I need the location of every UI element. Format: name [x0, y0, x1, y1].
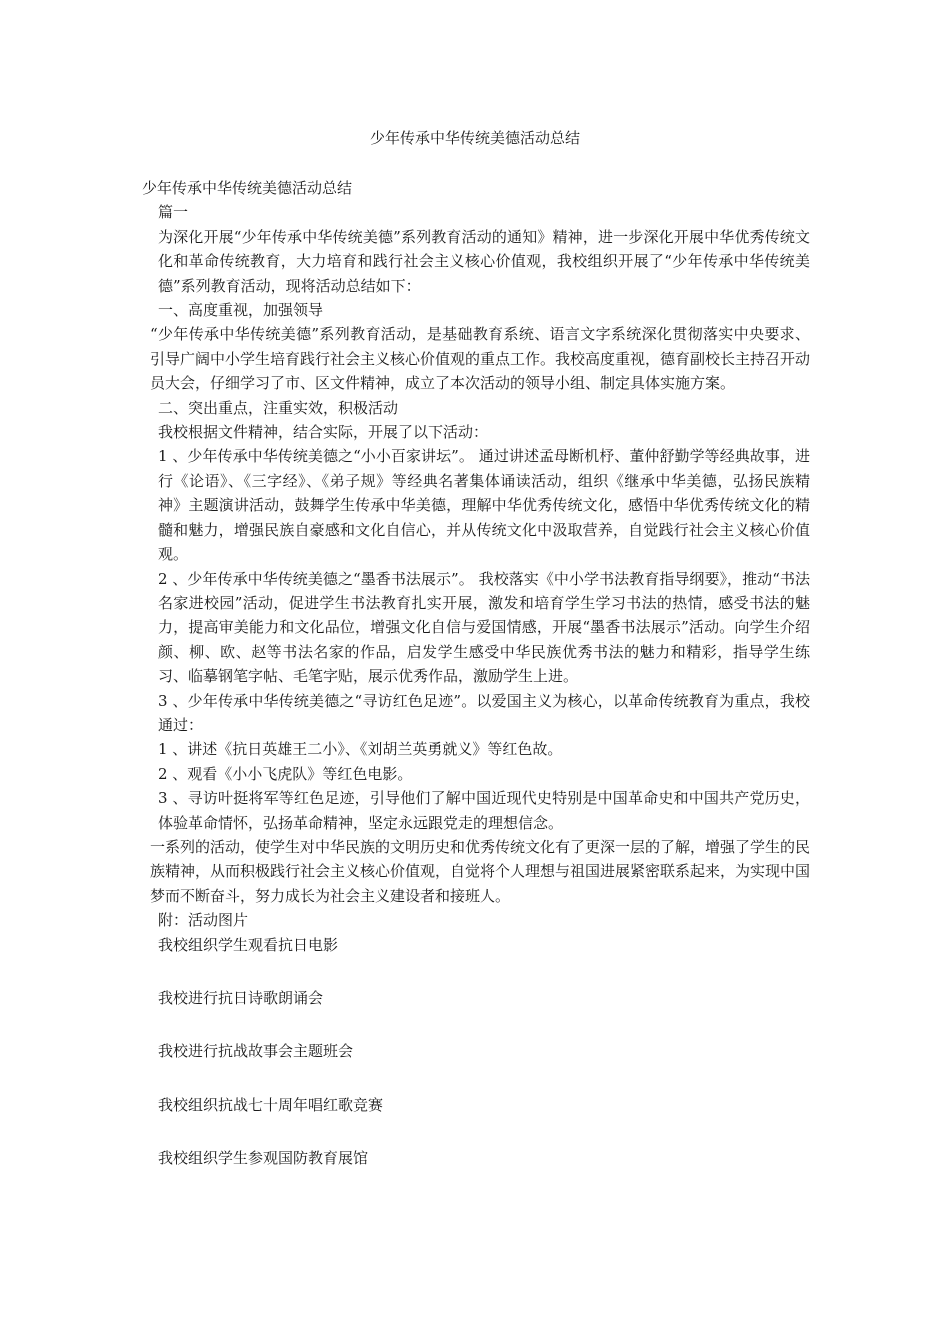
intro-paragraph: 为深化开展“少年传承中华传统美德”系列教育活动的通知》精神，进一步深化开展中华优秀传统文化和革命传统教育，大力培育和践行社会主义核心价值观，我校组织开展了“少年传承中华传统美德”系列教育活动，现将活动总结如下： — [158, 227, 810, 295]
activity-3: 3 、少年传承中华传统美德之“寻访红色足迹”。以爱国主义为核心，以革命传统教育为重点，我校通过： — [158, 691, 810, 734]
sub-item-3: 3 、寻访叶挺将军等红色足迹，引导他们了解中国近现代史特别是中国革命史和中国共产党历史，体验革命情怀，弘扬革命精神，坚定永远跟党走的理想信念。 — [158, 789, 810, 832]
document-body — [142, 176, 810, 1171]
part-label: 篇一 — [158, 203, 189, 222]
activity-2: 2 、少年传承中华传统美德之“墨香书法展示”。 我校落实《中小学书法教育指导纲要》，推动“书法名家进校园”活动，促进学生书法教育扎实开展，激发和培育学生学习书法的热情，感受书法的魅 力，提高审美能力和文化品位，增强文化自信与爱国情感，开展“墨香书法展示”活动。向学生介绍颜、柳、欧、赵等书法名家的作品，启发学生感受中华民族优秀书法的魅力和精彩，指导学生练习、临摹钢笔字帖、毛笔字贴，展示优秀作品，激励学生上进。 — [158, 569, 810, 686]
subtitle: 少年传承中华传统美德活动总结 — [142, 179, 353, 197]
activity-1: 1 、少年传承中华传统美德之“小小百家讲坛”。 通过讲述孟母断机杼、董仲舒勤学等经典故事，进行《论语》、《三字经》、《弟子规》等经典名著集体诵读活动，组织《继承中华美德，弘扬民族精神》主题演讲活动，鼓舞学生传承中华美德，理解中华优秀传统文化，感悟中华优秀传统文化的精髓和魅力，增强民族自豪感和文化自信心，并从传统文化中汲取营养，自觉践行社会主义核心价值观。 — [158, 447, 810, 564]
section-heading-1: 一、高度重视，加强领导 — [158, 301, 324, 320]
document-title: 少年传承中华传统美德活动总结 — [369, 129, 580, 147]
conclusion-paragraph: 一系列的活动，使学生对中华民族的文明历史和优秀传统文化有了更深一层的了解，增强了学生的民族精神，从而积极践行社会主义核心价值观，自觉将个人理想与祖国进展紧密联系起来，为实现中国梦而不断奋斗，努力成长为社会主义建设者和接班人。 — [150, 837, 811, 905]
photo-caption: 我校组织学生参观国防教育展馆 — [158, 1149, 369, 1168]
photo-caption: 我校进行抗战故事会主题班会 — [158, 1042, 354, 1061]
photo-caption: 我校组织抗战七十周年唱红歌竞赛 — [158, 1095, 384, 1114]
section-2-intro: 我校根据文件精神，结合实际，开展了以下活动： — [158, 423, 489, 442]
appendix-label: 附：活动图片 — [158, 911, 249, 930]
photo-caption: 我校组织学生观看抗日电影 — [158, 935, 339, 954]
sub-item-2: 2 、观看《小小飞虎队》等红色电影。 — [158, 764, 413, 783]
section-1-paragraph: “少年传承中华传统美德”系列教育活动，是基础教育系统、语言文字系统深化贯彻落实中央要求、引导广阔中小学生培育践行社会主义核心价值观的重点工作。我校高度重视，德育副校长主持召开动员大会，仔细学习了市、区文件精神，成立了本次活动的领导小组、制定具体实施方案。 — [150, 325, 811, 393]
section-heading-2: 二、突出重点，注重实效，积极活动 — [158, 398, 399, 417]
sub-item-1: 1 、讲述《抗日英雄王二小》、《刘胡兰英勇就义》等红色故。 — [158, 740, 563, 759]
photo-caption: 我校进行抗日诗歌朗诵会 — [158, 989, 324, 1007]
